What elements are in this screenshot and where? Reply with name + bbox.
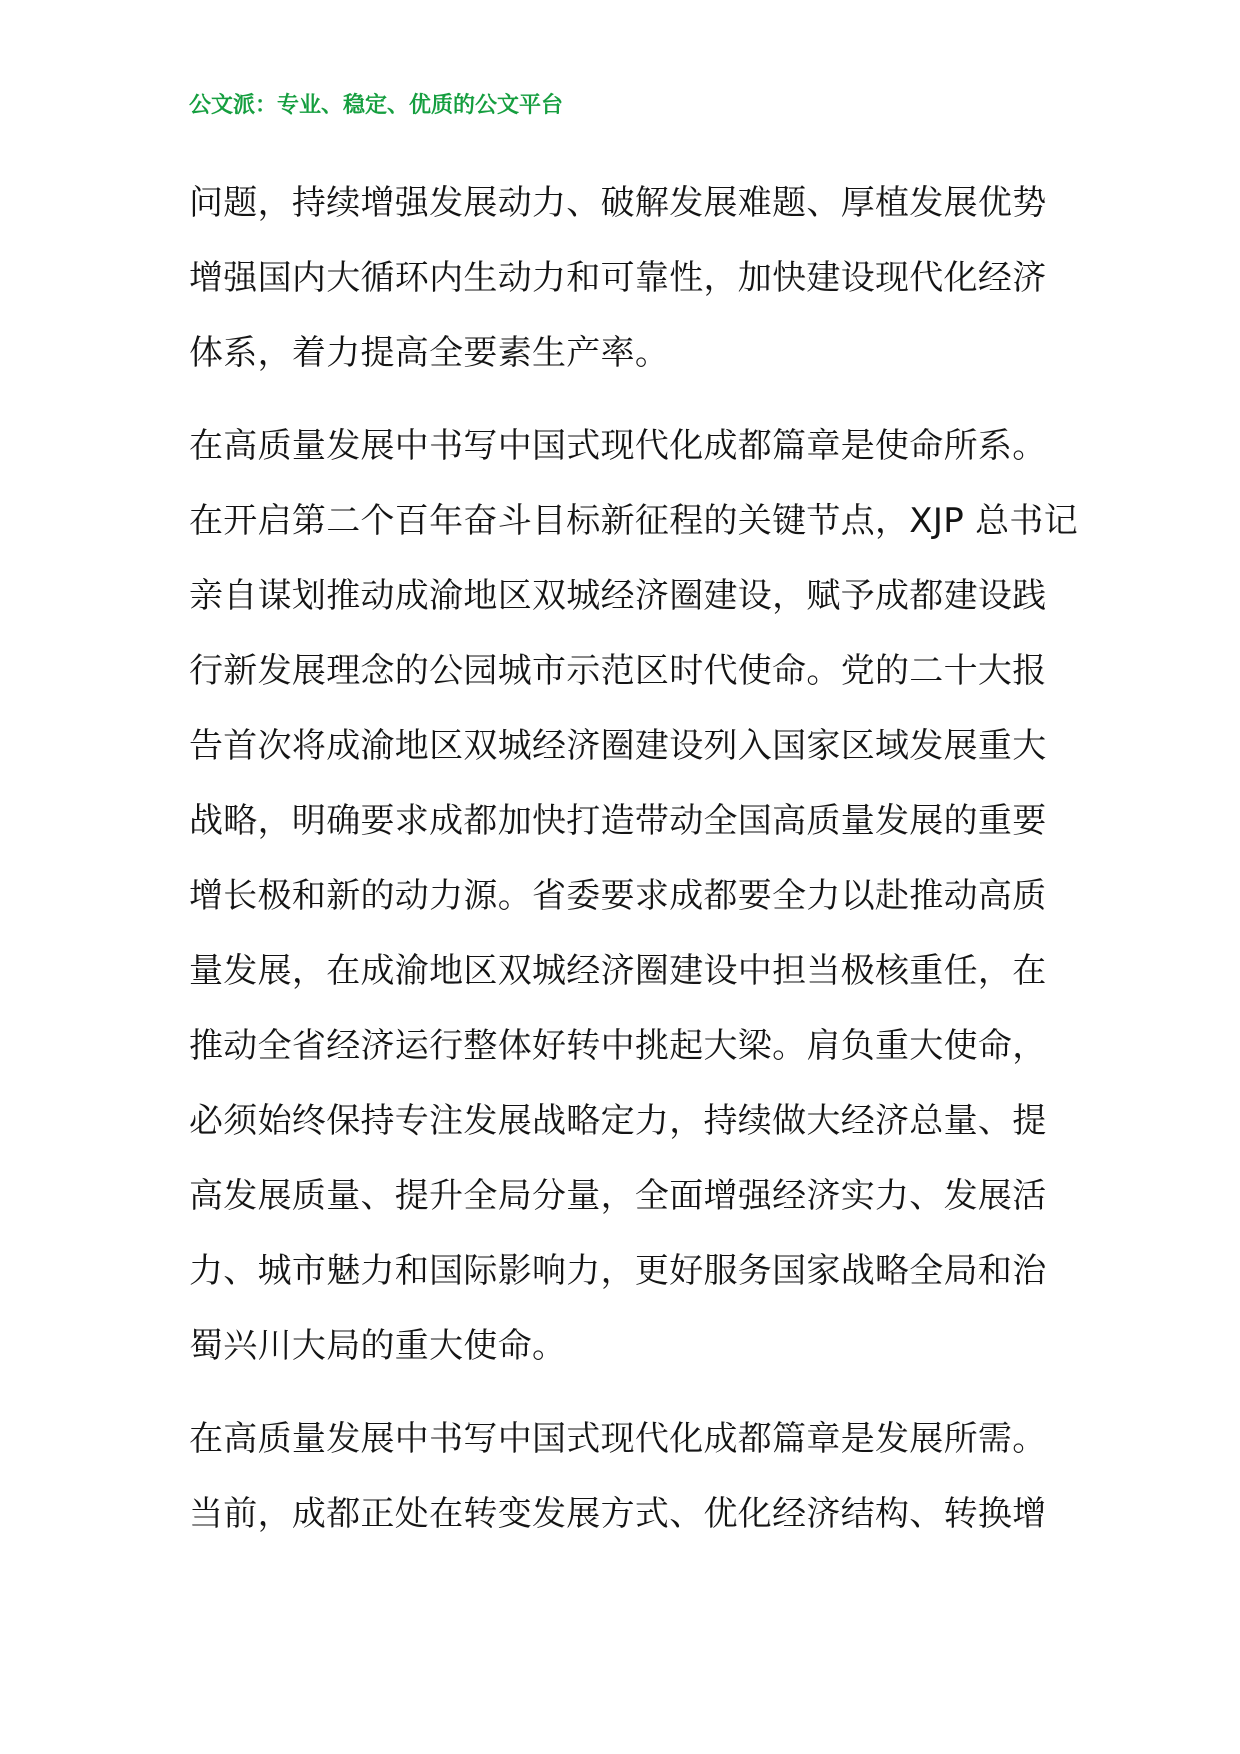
text-line: 量发展，在成渝地区双城经济圈建设中担当极核重任，在	[189, 951, 1047, 991]
text-line: 推动全省经济运行整体好转中挑起大梁。肩负重大使命，	[189, 1026, 1047, 1066]
text-line: 问题，持续增强发展动力、破解发展难题、厚植发展优势	[189, 183, 1047, 223]
text-line: 当前，成都正处在转变发展方式、优化经济结构、转换增	[189, 1494, 1047, 1534]
text-line: 必须始终保持专注发展战略定力，持续做大经济总量、提	[189, 1101, 1047, 1141]
paragraph-1	[189, 166, 1069, 391]
text-line: 行新发展理念的公园城市示范区时代使命。党的二十大报	[189, 651, 1047, 691]
text-line: 力、城市魅力和国际影响力，更好服务国家战略全局和治	[189, 1251, 1047, 1291]
text-line: 告首次将成渝地区双城经济圈建设列入国家区域发展重大	[189, 726, 1047, 766]
text-line: 战略，明确要求成都加快打造带动全国高质量发展的重要	[189, 801, 1047, 841]
text-line: 蜀兴川大局的重大使命。	[189, 1326, 567, 1366]
text-line: 体系，着力提高全要素生产率。	[189, 333, 670, 373]
document-body	[189, 166, 1079, 1570]
text-line: 在开启第二个百年奋斗目标新征程的关键节点，XJP 总书记	[189, 501, 1079, 541]
text-line: 增强国内大循环内生动力和可靠性，加快建设现代化经济	[189, 258, 1047, 298]
paragraph-3	[189, 1402, 1069, 1552]
text-line: 在高质量发展中书写中国式现代化成都篇章是发展所需。	[189, 1419, 1047, 1459]
text-line: 高发展质量、提升全局分量，全面增强经济实力、发展活	[189, 1176, 1047, 1216]
header-banner: 公文派：专业、稳定、优质的公文平台	[189, 93, 564, 118]
paragraph-2	[189, 409, 1079, 1384]
text-line: 亲自谋划推动成渝地区双城经济圈建设，赋予成都建设践	[189, 576, 1047, 616]
text-line: 增长极和新的动力源。省委要求成都要全力以赴推动高质	[189, 876, 1047, 916]
text-line: 在高质量发展中书写中国式现代化成都篇章是使命所系。	[189, 426, 1047, 466]
